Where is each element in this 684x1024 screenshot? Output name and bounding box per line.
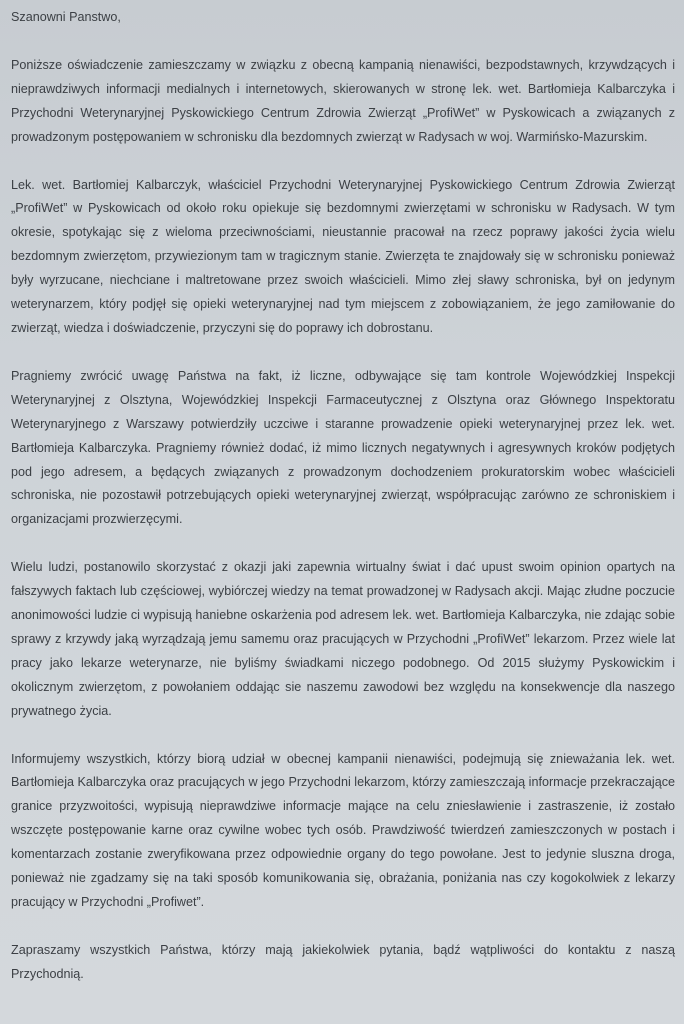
letter-greeting: Szanowni Panstwo, bbox=[11, 10, 121, 24]
paragraph-legal-action: Informujemy wszystkich, którzy biorą udział w obecnej kampanii nienawiści, podejmują się znieważania lek. wet. Bartłomieja Kalbarczyka oraz pracujących w jego Przychodni lekarzom, którzy zamieszczają informacje przekraczające granice przyzwoitości, wypisują nieprawdziwe informacje mające na celu zniesławienie i zastraszenie, iż zostało wszczęte postępowanie karne oraz cywilne wobec tych osób. Prawdziwość twierdzeń zamieszczonych w postach i komentarzach zostanie zweryfikowana przez odpowiednie organy do tego powołane. Jest to jedynie sluszna droga, ponieważ nie zgadzamy się na taki sposób komunikowania się, obrażania, poniżania nas czy kogokolwiek z lekarzy pracujący w Przychodni „Profiwet”. bbox=[11, 751, 675, 909]
paragraph-doctor-background: Lek. wet. Bartłomiej Kalbarczyk, właściciel Przychodni Weterynaryjnej Pyskowickiego Centrum Zdrowia Zwierząt „ProfiWet” w Pyskowicach od około roku opiekuje się bezdomnymi zwierzętami w schronisku w Radysach. W tym okresie, spotykając się z wieloma przeciwnościami, nieustannie pracował na rzecz poprawy jakości życia wielu bezdomnym zwierzętom, przywiezionym tam w tragicznym stanie. Zwierzęta te znajdowały się w schronisku ponieważ były wyrzucane, niechciane i maltretowane przez swoich właścicieli. Mimo złej sławy schroniska, był on jedynym weterynarzem, który podjęł się opieki weterynaryjnej nad tym miejscem z zobowiązaniem, że jego zamiłowanie do zwierząt, wiedza i doświadczenie, przyczyni się do poprawy ich dobrostanu. bbox=[11, 177, 675, 335]
paragraph-contact-invitation: Zapraszamy wszystkich Państwa, którzy mają jakiekolwiek pytania, bądź wątpliwości do kontaktu z naszą Przychodnią. bbox=[11, 942, 675, 981]
letter-document bbox=[11, 6, 675, 987]
paragraph-online-accusations: Wielu ludzi, postanowilo skorzystać z okazji jaki zapewnia wirtualny świat i dać upust swoim opinion opartych na fałszywych faktach lub częściowej, wybiórczej wiedzy na temat prowadzonej w Radysach akcji. Mając złudne poczucie anonimowości ludzie ci wypisują haniebne oskarżenia pod adresem lek. wet. Bartłomieja Kalbarczyka, nie zdając sobie sprawy z krzywdy jaką wyrządzają jemu samemu oraz pracujących w Przychodni „ProfiWet” lekarzom. Przez wiele lat pracy jako lekarze weterynarze, nie byliśmy świadkami niczego podobnego. Od 2015 służymy Pyskowickim i okolicznym zwierzętom, z powołaniem oddając sie naszemu zawodowi bez względu na konsekwencje dla naszego prywatnego życia. bbox=[11, 560, 675, 718]
paragraph-statement-intro: Poniższe oświadczenie zamieszczamy w związku z obecną kampanią nienawiści, bezpodstawnych, krzywdzących i nieprawdziwych informacji medialnych i internetowych, skierowanych w stronę lek. wet. Bartłomieja Kalbarczyka i Przychodni Weterynaryjnej Pyskowickiego Centrum Zdrowia Zwierząt „ProfiWet” w Pyskowicach a związanych z prowadzonym postępowaniem w schronisku dla bezdomnych zwierząt w Radysach w woj. Warmińsko-Mazurskim. bbox=[11, 57, 675, 144]
paragraph-inspections: Pragniemy zwrócić uwagę Państwa na fakt, iż liczne, odbywające się tam kontrole Wojewódzkiej Inspekcji Weterynaryjnej z Olsztyna, Wojewódzkiej Inspekcji Farmaceutycznej z Olsztyna oraz Głównego Inspektoratu Weterynaryjnego z Warszawy potwierdziły uczciwe i staranne prowadzenie opieki weterynaryjnej przez lek. wet. Bartłomieja Kalbarczyka. Pragniemy również dodać, iż mimo licznych negatywnych i agresywnych kroków podjętych pod jego adresem, a będących związanych z prowadzonym dochodzeniem prokuratorskim wobec właścicieli schroniska, nie pozostawił potrzebujących opieki weterynaryjnej zwierząt, współpracując zarówno ze schroniskiem i organizacjami prozwierzęcymi. bbox=[11, 368, 675, 527]
